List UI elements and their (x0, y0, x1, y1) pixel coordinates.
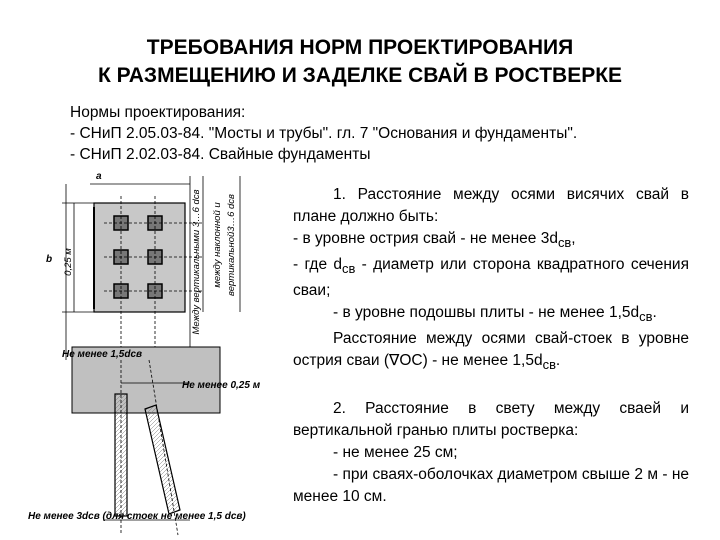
section-2-line-1: 2. Расстояние в свету между сваей и вертикальной гранью плиты ростверка: (293, 400, 689, 439)
pile-cap-plan (94, 203, 185, 312)
label-inclined-2: вертикальной3…6 dсв (226, 193, 237, 297)
s1l4-sub: св (639, 309, 653, 325)
s1l5-end: . (555, 352, 561, 370)
label-025m: 0,25 м (63, 248, 74, 276)
s1l5-text: Расстояние между осями свай-стоек в уровне острия сваи (∇ОС) - не менее 1,5d (293, 330, 689, 370)
s1l3-text: - где d (293, 256, 343, 274)
s1l5-sub: св (542, 357, 556, 373)
section-1-line-4 (293, 302, 689, 328)
section-1-line-2 (293, 228, 689, 254)
label-min-025: Не менее 0,25 м (182, 380, 261, 391)
s1l3-end: - диаметр или сторона квадратного сечения сваи; (293, 256, 689, 300)
s1l4-text: - в уровне подошвы плиты - не менее 1,5d (333, 304, 640, 322)
section-2 (293, 398, 689, 508)
label-vertical-spacing: Между вертикальными 3…6 dсв (191, 189, 202, 335)
title-line-2: К РАЗМЕЩЕНИЮ И ЗАДЕЛКЕ СВАЙ В РОСТВЕРКЕ (97, 64, 623, 87)
label-b: b (46, 254, 53, 265)
label-inclined-1: между наклонной и (212, 202, 223, 288)
label-min-15d: Не менее 1,5dсв (62, 349, 143, 360)
s1l2-sub: св (557, 235, 572, 251)
label-bottom: Не менее 3dсв (для стоек не менее 1,5 dсв) (28, 511, 246, 522)
s1l4-end: . (652, 304, 657, 322)
s1l2-text: - в уровне острия свай - не менее 3d (293, 230, 558, 247)
label-a: а (96, 171, 102, 182)
section-2-line-3: - при сваях-оболочках диаметром свыше 2 м - не менее 10 см. (293, 466, 689, 505)
section-2-line-2: - не менее 25 см; (333, 444, 458, 461)
norms-item-2: - СНиП 2.02.03-84. Свайные фундаменты (70, 146, 371, 163)
section-1-line-1: 1. Расстояние между осями висячих свай в плане должно быть: (293, 186, 689, 225)
section-1-line-5 (293, 328, 689, 376)
section-1 (293, 184, 689, 376)
norms-heading: Нормы проектирования: (70, 104, 246, 121)
title-line-1: ТРЕБОВАНИЯ НОРМ ПРОЕКТИРОВАНИЯ (146, 36, 574, 59)
s1l3-sub: св (342, 261, 356, 277)
norms-item-1: - СНиП 2.05.03-84. "Мосты и трубы". гл. 7 "Основания и фундаменты". (70, 125, 578, 142)
section-1-line-3 (293, 254, 689, 302)
s1l2-end: , (571, 230, 576, 247)
inclined-pile (145, 405, 180, 514)
